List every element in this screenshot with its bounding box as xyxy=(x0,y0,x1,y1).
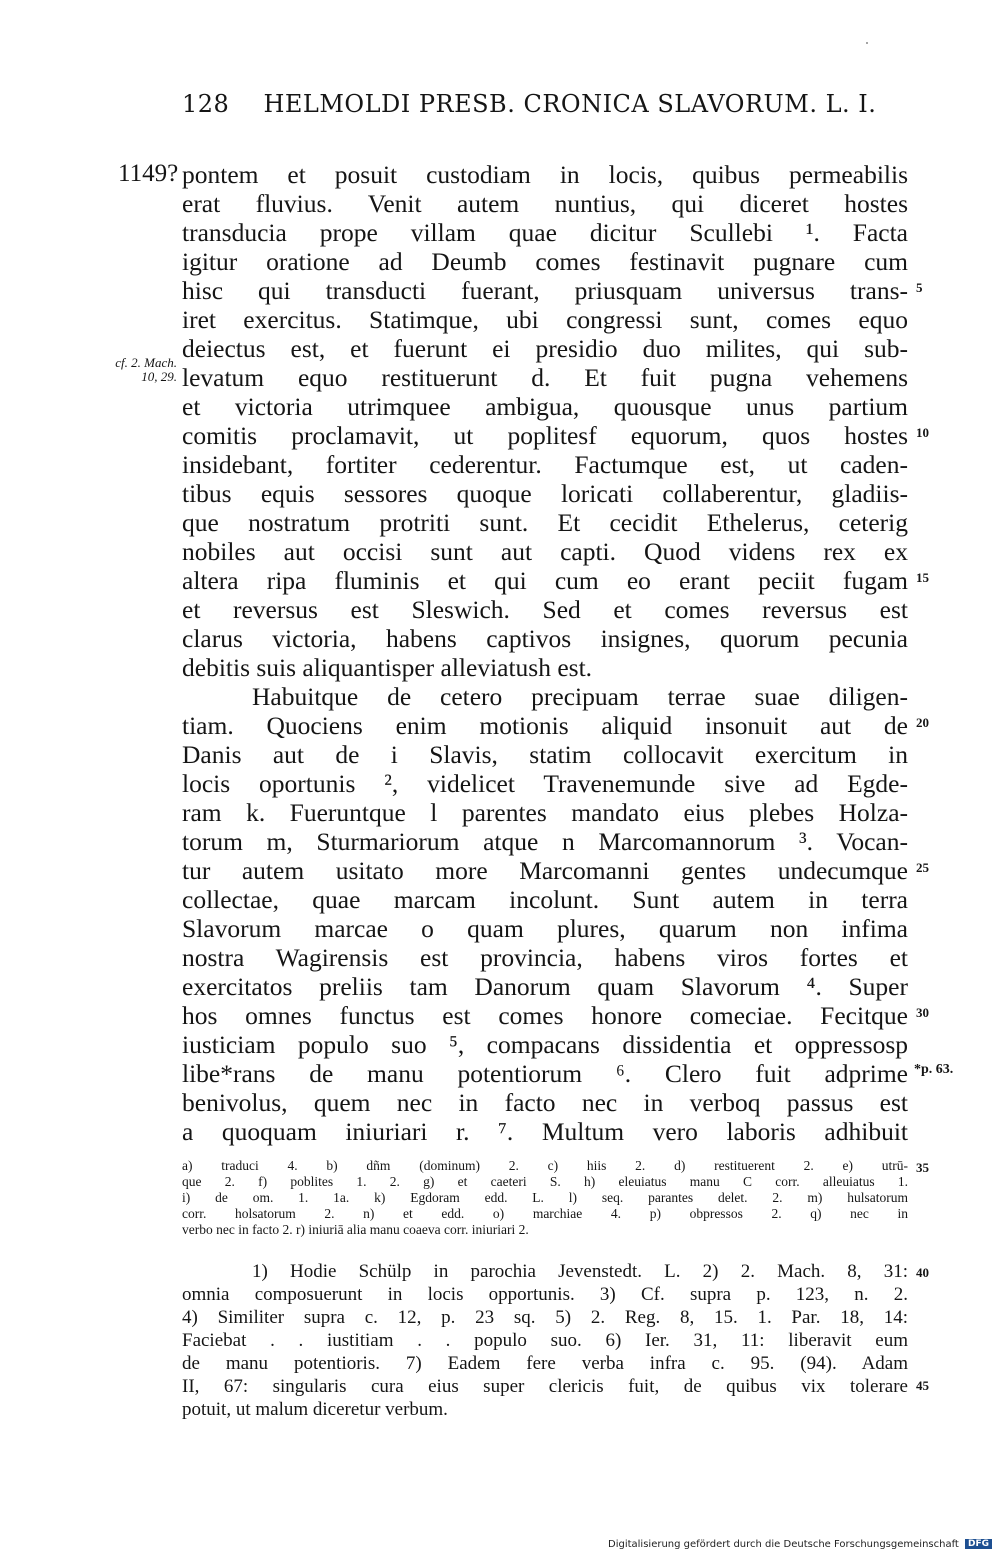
variant-note-line: corr. holsatorum 2. n) et edd. o) marchiae 4. p) obpressos 2. q) nec in xyxy=(182,1206,908,1221)
text-line: a quoquam iniuriari r. ⁷. Multum vero laboris adhibuit xyxy=(182,1117,908,1146)
header-title: HELMOLDI PRESB. CRONICA SLAVORUM. L. I. xyxy=(263,90,877,118)
text-line: iret exercitus. Statimque, ubi congressi sunt, comes equo xyxy=(182,305,908,334)
text-line: insidebant, fortiter cederentur. Factumque est, ut caden- xyxy=(182,450,908,479)
text-line: ram k. Fueruntque l parentes mandato eius plebes Holza- xyxy=(182,798,908,827)
text-line: libe*rans de manu potentiorum ⁶. Clero fuit adprime xyxy=(182,1059,908,1088)
text-line: et reversus est Sleswich. Sed et comes reversus est xyxy=(182,595,908,624)
text-line: locis oportunis ², videlicet Travenemunde sive ad Egde- xyxy=(182,769,908,798)
line-number: 35 xyxy=(916,1160,929,1175)
dfg-logo: DFG xyxy=(965,1539,992,1549)
line-number: 30 xyxy=(916,1005,929,1020)
line-number: 20 xyxy=(916,715,929,730)
footnote-line: 1) Hodie Schülp in parochia Jevenstedt. L. 2) 2. Mach. 8, 31: xyxy=(252,1261,908,1282)
running-header xyxy=(182,90,877,118)
text-line: igitur oratione ad Deumb comes festinavit pugnare cum xyxy=(182,247,908,276)
text-line: clarus victoria, habens captivos insignes, quorum pecunia xyxy=(182,624,908,653)
text-line: iusticiam populo suo ⁵, compacans dissidentia et oppressosp xyxy=(182,1030,908,1059)
line-number: 45 xyxy=(916,1378,929,1393)
text-line: debitis suis aliquantisper alleviatush est. xyxy=(182,653,593,682)
line-number: 5 xyxy=(916,280,923,295)
scan-speck xyxy=(866,42,868,44)
margin-reference-line: cf. 2. Mach. xyxy=(115,355,177,370)
digitization-credit xyxy=(608,1539,992,1550)
text-line: hisc qui transducti fuerant, priusquam universus trans- xyxy=(182,276,908,305)
variant-note-line: i) de om. 1. 1a. k) Egdoram edd. L. l) seq. parantes delet. 2. m) hulsatorum xyxy=(182,1190,908,1205)
line-number: 15 xyxy=(916,570,929,585)
text-line: tiam. Quociens enim motionis aliquid insonuit aut de xyxy=(182,711,908,740)
footnote-line: 4) Similiter supra c. 12, p. 23 sq. 5) 2. Reg. 8, 15. 1. Par. 18, 14: xyxy=(182,1307,908,1328)
text-line: hos omnes functus est comes honore comeciae. Fecitque xyxy=(182,1001,908,1030)
text-line: erat fluvius. Venit autem nuntius, qui diceret hostes xyxy=(182,189,908,218)
text-line: deiectus est, et fuerunt ei presidio duo milites, qui sub- xyxy=(182,334,908,363)
text-line: comitis proclamavit, ut poplitesf equorum, quos hostes xyxy=(182,421,908,450)
text-line: tibus equis sessores quoque loricati collaberentur, gladiis- xyxy=(182,479,908,508)
text-line: collectae, quae marcam incolunt. Sunt autem in terra xyxy=(182,885,908,914)
footnote-line: omnia composuerunt in locis opportunis. 3) Cf. supra p. 123, n. 2. xyxy=(182,1284,908,1305)
text-line: Slavorum marcae o quam plures, quarum non infima xyxy=(182,914,908,943)
line-number: 25 xyxy=(916,860,929,875)
text-line: benivolus, quem nec in facto nec in verboq passus est xyxy=(182,1088,908,1117)
footnote-line: II, 67: singularis cura eius super clericis fuit, de quibus vix tolerare xyxy=(182,1376,908,1397)
margin-year: 1149? xyxy=(118,160,179,187)
variant-note-line: que 2. f) poblites 1. 2. g) et caeteri S. h) eleuiatus manu C corr. alleuiatus 1. xyxy=(182,1174,908,1189)
text-line: et victoria utrimquee ambigua, quousque unus partium xyxy=(182,392,908,421)
margin-page-marker: *p. 63. xyxy=(914,1062,954,1077)
footnote-line: Faciebat . . iustitiam . . populo suo. 6) Ier. 31, 11: liberavit eum xyxy=(182,1330,908,1351)
text-line: levatum equo restituerunt d. Et fuit pugna vehemens xyxy=(182,363,908,392)
page-number: 128 xyxy=(182,90,230,118)
footnote-line: de manu potentioris. 7) Eadem fere verba infra c. 95. (94). Adam xyxy=(182,1353,908,1374)
footnote-line: potuit, ut malum diceretur verbum. xyxy=(182,1399,448,1420)
text-line: transducia prope villam quae dicitur Scullebi ¹. Facta xyxy=(182,218,908,247)
text-line: Danis aut de i Slavis, statim collocavit exercitum in xyxy=(182,740,908,769)
text-line: torum m, Sturmariorum atque n Marcomannorum ³. Vocan- xyxy=(182,827,908,856)
credit-text: Digitalisierung gefördert durch die Deutsche Forschungsgemeinschaft xyxy=(608,1539,959,1550)
margin-reference-line: 10, 29. xyxy=(141,369,177,384)
text-line: exercitatos preliis tam Danorum quam Slavorum ⁴. Super xyxy=(182,972,908,1001)
text-line: nobiles aut occisi sunt aut capti. Quod videns rex ex xyxy=(182,537,908,566)
variant-note-line: a) traduci 4. b) dñm (dominum) 2. c) hiis 2. d) restituerent 2. e) utrū- xyxy=(182,1158,908,1173)
text-line: nostra Wagirensis est provincia, habens viros fortes et xyxy=(182,943,908,972)
text-line: altera ripa fluminis et qui cum eo erant peciit fugam xyxy=(182,566,908,595)
text-line: Habuitque de cetero precipuam terrae suae diligen- xyxy=(252,682,908,711)
margin-reference xyxy=(82,356,177,384)
line-number: 40 xyxy=(916,1265,929,1280)
text-line: pontem et posuit custodiam in locis, quibus permeabilis xyxy=(182,160,908,189)
line-number: 10 xyxy=(916,425,929,440)
text-line: tur autem usitato more Marcomanni gentes undecumque xyxy=(182,856,908,885)
text-line: que nostratum protriti sunt. Et cecidit Ethelerus, ceterig xyxy=(182,508,908,537)
variant-note-line: verbo nec in facto 2. r) iniuriā alia manu coaeva corr. iniuriari 2. xyxy=(182,1222,529,1237)
